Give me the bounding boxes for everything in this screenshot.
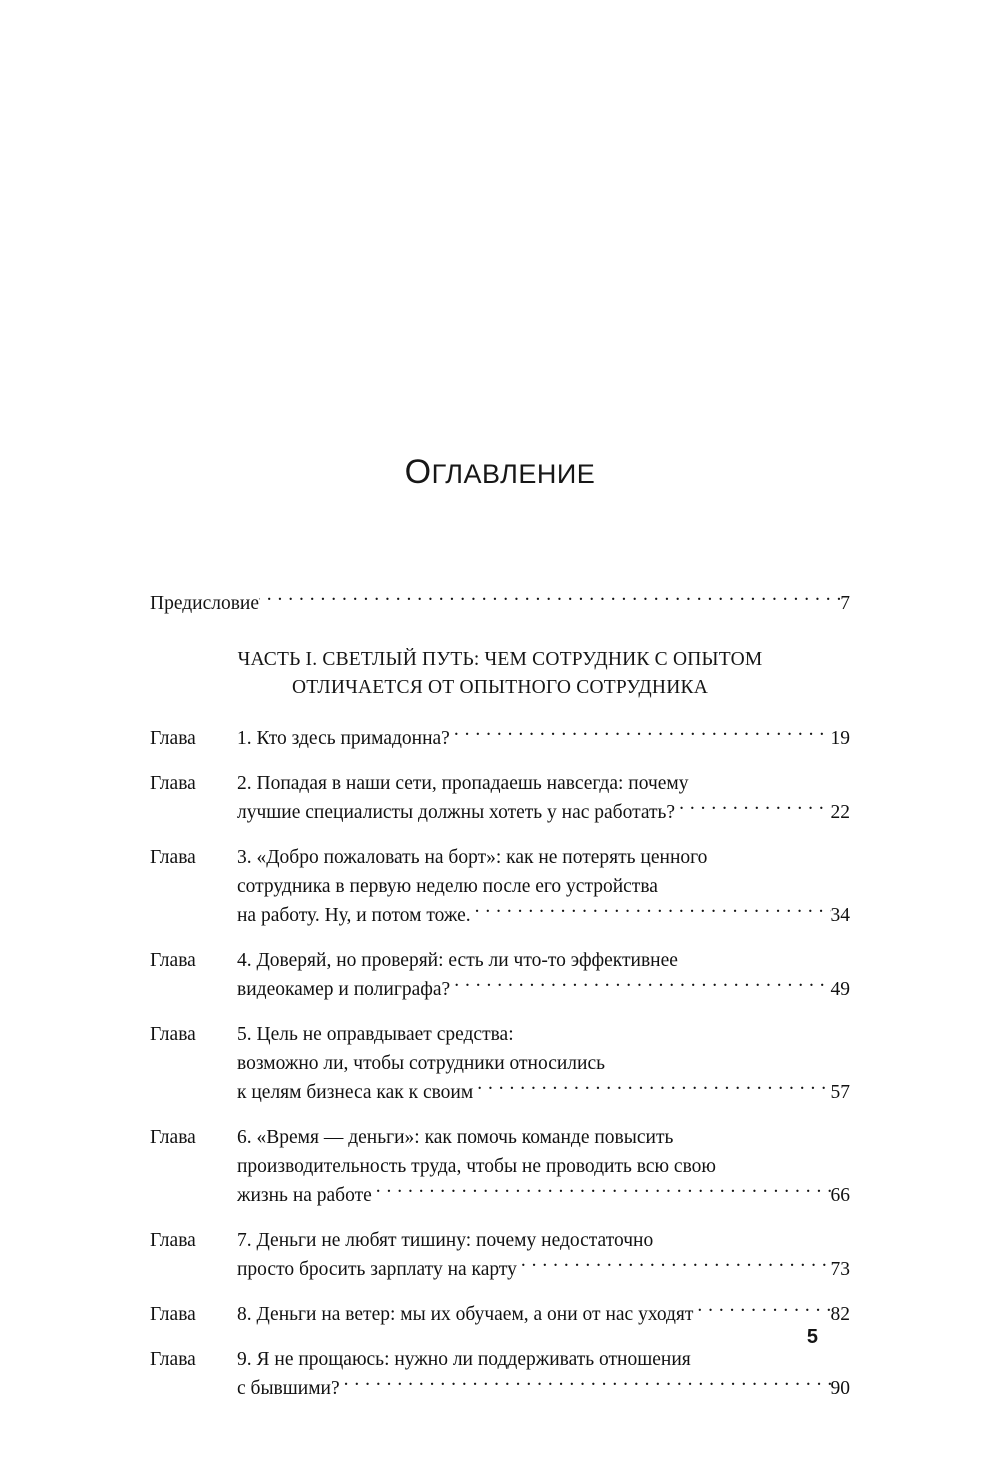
chapter-title-wrap-line (237, 1156, 716, 1177)
chapter-number: 5. (237, 1024, 252, 1045)
toc-entry-page: 22 (830, 802, 850, 823)
chapter-title-line (237, 975, 850, 1004)
chapter-number: 7. (237, 1230, 252, 1251)
chapter-title-line (237, 769, 850, 798)
chapter-title-text: жизнь на работе (237, 1185, 372, 1206)
chapter-word: Глава (150, 1349, 196, 1370)
chapter-content (237, 724, 850, 753)
chapter-title-line (237, 1049, 850, 1078)
chapter-title-text: Я не прощаюсь: нужно ли поддерживать отношения (256, 1349, 691, 1370)
chapter-title-first-line (237, 1024, 514, 1045)
chapter-title-text: сотрудника в первую неделю после его устройства (237, 876, 658, 897)
page-title (0, 455, 1000, 489)
chapter-title-text: на работу. Ну, и потом тоже. (237, 905, 471, 926)
chapter-number: 8. (237, 1304, 252, 1325)
chapter-title-wrap-line (237, 798, 675, 827)
toc-entry-chapter[interactable] (150, 1226, 850, 1284)
chapter-content (237, 843, 850, 930)
toc-entry-page: 49 (830, 979, 850, 1000)
chapter-title-line (237, 901, 850, 930)
chapter-title-text: Деньги не любят тишину: почему недостаточно (256, 1230, 654, 1251)
chapter-title-line (237, 946, 850, 975)
toc-entry-chapter[interactable] (150, 1123, 850, 1210)
toc-entry-page: 73 (830, 1259, 850, 1280)
chapter-title-text: «Добро пожаловать на борт»: как не потерять ценного (256, 847, 708, 868)
chapter-title-line (237, 724, 850, 753)
chapter-title-text: возможно ли, чтобы сотрудники относились (237, 1053, 606, 1074)
chapter-title-first-line (237, 1349, 691, 1370)
chapter-title-wrap-line (237, 1181, 372, 1210)
chapter-title-first-line (237, 1300, 693, 1329)
chapter-title-first-line (237, 1230, 653, 1251)
chapter-word: Глава (150, 1024, 196, 1045)
chapter-title-first-line (237, 1127, 673, 1148)
chapter-title-first-line (237, 773, 689, 794)
page-title-rest: ГЛАВЛЕНИЕ (431, 459, 596, 489)
toc-entry-chapter[interactable] (150, 769, 850, 827)
chapter-title-line (237, 1345, 850, 1374)
chapter-title-text: с бывшими? (237, 1378, 340, 1399)
chapter-title-line (237, 1300, 850, 1329)
dot-leader (693, 1301, 830, 1321)
chapter-title-wrap-line (237, 975, 450, 1004)
dot-leader (517, 1256, 831, 1276)
toc-entry-chapter[interactable] (150, 1020, 850, 1107)
chapter-title-text: Кто здесь примадонна? (256, 728, 450, 749)
toc-entry-chapter[interactable] (150, 1345, 850, 1403)
chapter-title-text: видеокамер и полиграфа? (237, 979, 451, 1000)
chapter-number: 4. (237, 950, 252, 971)
chapter-title-text: Попадая в наши сети, пропадаешь навсегда: почему (256, 773, 689, 794)
toc-entry-page: 34 (830, 905, 850, 926)
dot-leader (259, 590, 840, 610)
chapter-content (237, 946, 850, 1004)
chapter-title-text: Деньги на ветер: мы их обучаем, а они от нас уходят (256, 1304, 694, 1325)
dot-leader (450, 725, 831, 745)
part-heading-line-2: ОТЛИЧАЕТСЯ ОТ ОПЫТНОГО СОТРУДНИКА (291, 677, 708, 698)
toc-entry-page: 90 (830, 1378, 850, 1399)
chapter-number: 2. (237, 773, 252, 794)
dot-leader (471, 902, 831, 922)
chapter-word: Глава (150, 950, 196, 971)
dot-leader (340, 1375, 831, 1395)
chapter-title-line (237, 1226, 850, 1255)
chapter-title-wrap-line (237, 1078, 473, 1107)
chapter-title-first-line (237, 724, 450, 753)
chapter-number: 3. (237, 847, 252, 868)
chapter-title-line (237, 1374, 850, 1403)
chapter-title-wrap-line (237, 901, 471, 930)
chapter-title-first-line (237, 950, 678, 971)
chapter-word: Глава (150, 1304, 196, 1325)
toc-entry-page: 82 (830, 1304, 850, 1325)
chapter-number: 6. (237, 1127, 252, 1148)
dot-leader (372, 1182, 831, 1202)
toc-entry-preface[interactable] (150, 589, 850, 618)
chapter-list (150, 724, 850, 1403)
part-heading-line-1: ЧАСТЬ I. СВЕТЛЫЙ ПУТЬ: ЧЕМ СОТРУДНИК С ОПЫТОМ (237, 649, 763, 670)
toc-list (150, 589, 850, 1403)
chapter-title-first-line (237, 847, 707, 868)
chapter-title-line (237, 1181, 850, 1210)
chapter-title-line (237, 1152, 850, 1181)
chapter-title-wrap-line (237, 1374, 340, 1403)
chapter-title-line (237, 1078, 850, 1107)
chapter-number: 1. (237, 728, 252, 749)
chapter-title-text: просто бросить зарплату на карту (237, 1259, 517, 1280)
chapter-title-line (237, 1020, 850, 1049)
chapter-title-line (237, 843, 850, 872)
toc-entry-chapter[interactable] (150, 946, 850, 1004)
toc-entry-page: 7 (840, 593, 850, 614)
chapter-title-wrap-line (237, 1255, 517, 1284)
page-top-margin (0, 0, 1000, 455)
chapter-content (237, 1345, 850, 1403)
chapter-title-text: к целям бизнеса как к своим (237, 1082, 474, 1103)
chapter-content (237, 1226, 850, 1284)
chapter-content (237, 1300, 850, 1329)
chapter-word: Глава (150, 1230, 196, 1251)
folio-page-number: 5 (806, 1326, 818, 1348)
dot-leader (675, 799, 830, 819)
toc-entry-page: 19 (830, 728, 850, 749)
chapter-title-text: лучшие специалисты должны хотеть у нас работать? (237, 802, 676, 823)
chapter-title-text: «Время — деньги»: как помочь команде повысить (256, 1127, 674, 1148)
chapter-title-text: Доверяй, но проверяй: есть ли что-то эффективнее (256, 950, 678, 971)
toc-entry-chapter[interactable] (150, 1300, 850, 1329)
chapter-word: Глава (150, 773, 196, 794)
dot-leader (450, 976, 830, 996)
toc-entry-page: 66 (830, 1185, 850, 1206)
chapter-word: Глава (150, 728, 196, 749)
part-heading (190, 646, 810, 702)
chapter-content (237, 769, 850, 827)
chapter-title-wrap-line (237, 876, 658, 897)
chapter-title-text: производительность труда, чтобы не проводить всю свою (237, 1156, 716, 1177)
chapter-title-line (237, 798, 850, 827)
chapter-content (237, 1020, 850, 1107)
toc-entry-chapter[interactable] (150, 724, 850, 753)
chapter-title-wrap-line (237, 1053, 605, 1074)
toc-entry-label: Предисловие (150, 593, 260, 614)
chapter-title-line (237, 1123, 850, 1152)
chapter-content (237, 1123, 850, 1210)
toc-entry-page: 57 (830, 1082, 850, 1103)
chapter-number: 9. (237, 1349, 252, 1370)
chapter-title-text: Цель не оправдывает средства: (256, 1024, 514, 1045)
chapter-word: Глава (150, 847, 196, 868)
page-title-initial: О (404, 453, 432, 491)
dot-leader (473, 1079, 830, 1099)
chapter-title-line (237, 1255, 850, 1284)
toc-entry-chapter[interactable] (150, 843, 850, 930)
chapter-word: Глава (150, 1127, 196, 1148)
chapter-title-line (237, 872, 850, 901)
